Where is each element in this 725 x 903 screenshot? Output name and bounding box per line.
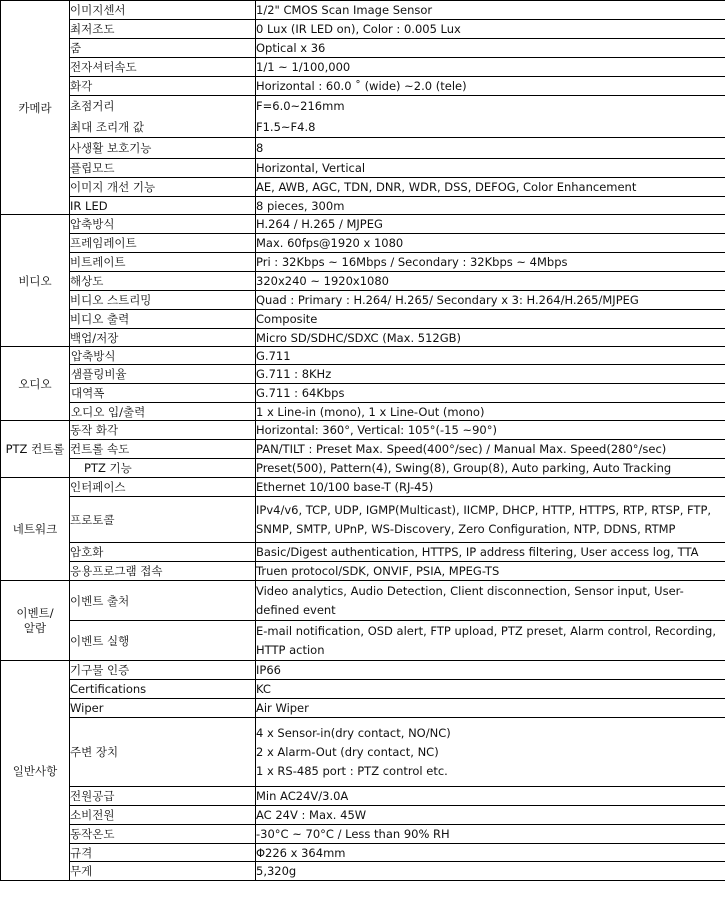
table-row <box>1 215 725 234</box>
spec-label: 샘플링비율 <box>70 365 256 384</box>
spec-label: 비디오 스트리밍 <box>70 291 256 310</box>
spec-label: PTZ 기능 <box>70 459 256 478</box>
category-line: 알람 <box>23 621 47 635</box>
spec-label: 이미지 개선 기능 <box>70 178 256 197</box>
spec-value: 0 Lux (IR LED on), Color : 0.005 Lux <box>256 20 725 39</box>
spec-value: Horizontal, Vertical <box>256 159 725 178</box>
spec-value <box>256 621 725 661</box>
spec-value: 5,320g <box>256 862 725 881</box>
table-row <box>1 329 725 347</box>
spec-value: Pri : 32Kbps ~ 16Mbps / Secondary : 32Kbps ~ 4Mbps <box>256 253 725 272</box>
spec-value: AE, AWB, AGC, TDN, DNR, WDR, DSS, DEFOG, Color Enhancement <box>256 178 725 197</box>
spec-value: Φ226 x 364mm <box>256 844 725 862</box>
table-row <box>1 272 725 291</box>
spec-value-line: 1 x RS-485 port : PTZ control etc. <box>256 764 448 778</box>
table-row <box>1 844 725 862</box>
spec-value: Optical x 36 <box>256 39 725 58</box>
spec-value: 1/2" CMOS Scan Image Sensor <box>256 1 725 20</box>
category-camera: 카메라 <box>1 1 70 215</box>
category-audio: 오디오 <box>1 347 70 421</box>
spec-value: -30°C ~ 70°C / Less than 90% RH <box>256 825 725 844</box>
spec-label: 기구물 인증 <box>70 661 256 680</box>
spec-label: 비트레이트 <box>70 253 256 272</box>
spec-label: 이벤트 실행 <box>70 621 256 661</box>
spec-value <box>256 581 725 621</box>
table-row <box>1 96 725 117</box>
spec-value: Truen protocol/SDK, ONVIF, PSIA, MPEG-TS <box>256 562 725 581</box>
table-row <box>1 543 725 562</box>
table-row <box>1 581 725 621</box>
spec-value: Composite <box>256 310 725 329</box>
spec-label: 소비전원 <box>70 806 256 825</box>
table-row <box>1 478 725 497</box>
spec-value-line: E-mail notification, OSD alert, FTP upload, PTZ preset, Alarm control, Recording, <box>256 624 716 638</box>
spec-label: 압축방식 <box>70 215 256 234</box>
spec-value: Max. 60fps@1920 x 1080 <box>256 234 725 253</box>
table-row <box>1 197 725 215</box>
spec-label: 줌 <box>70 39 256 58</box>
spec-label: 화각 <box>70 77 256 96</box>
spec-label: 최대 조리개 값 <box>70 117 256 138</box>
table-row <box>1 77 725 96</box>
spec-value: Ethernet 10/100 base-T (RJ-45) <box>256 478 725 497</box>
category-ptz-control: PTZ 컨트롤 <box>1 421 70 478</box>
table-row <box>1 862 725 881</box>
spec-value: G.711 : 8KHz <box>256 365 725 384</box>
category-network: 네트워크 <box>1 478 70 581</box>
spec-label: 압축방식 <box>70 347 256 365</box>
spec-label: 비디오 출력 <box>70 310 256 329</box>
spec-label: Wiper <box>70 699 256 718</box>
spec-value: H.264 / H.265 / MJPEG <box>256 215 725 234</box>
spec-label: 인터페이스 <box>70 478 256 497</box>
table-row <box>1 234 725 253</box>
table-row <box>1 20 725 39</box>
spec-value <box>256 497 725 543</box>
spec-value: Horizontal : 60.0 ˚ (wide) ~2.0 (tele) <box>256 77 725 96</box>
table-row <box>1 347 725 365</box>
spec-label: 전원공급 <box>70 787 256 806</box>
table-row <box>1 562 725 581</box>
table-row <box>1 58 725 77</box>
table-row <box>1 365 725 384</box>
spec-value-line: 4 x Sensor-in(dry contact, NO/NC) <box>256 726 451 740</box>
spec-value: 8 pieces, 300m <box>256 197 725 215</box>
spec-value: Min AC24V/3.0A <box>256 787 725 806</box>
spec-label: 무게 <box>70 862 256 881</box>
spec-label: 동작온도 <box>70 825 256 844</box>
spec-label: 규격 <box>70 844 256 862</box>
table-row <box>1 421 725 440</box>
spec-label: 해상도 <box>70 272 256 291</box>
table-row <box>1 178 725 197</box>
spec-value: Horizontal: 360°, Vertical: 105°(-15 ~90°) <box>256 421 725 440</box>
category-video: 비디오 <box>1 215 70 347</box>
table-row <box>1 621 725 661</box>
table-row <box>1 253 725 272</box>
table-row <box>1 1 725 20</box>
spec-label: 프로토콜 <box>70 497 256 543</box>
spec-label: 동작 화각 <box>70 421 256 440</box>
table-row <box>1 291 725 310</box>
spec-label: IR LED <box>70 197 256 215</box>
spec-value-line: HTTP action <box>256 643 325 657</box>
table-row <box>1 159 725 178</box>
spec-value: G.711 <box>256 347 725 365</box>
spec-value: Air Wiper <box>256 699 725 718</box>
spec-label: 이미지센서 <box>70 1 256 20</box>
spec-value: PAN/TILT : Preset Max. Speed(400°/sec) / Manual Max. Speed(280°/sec) <box>256 440 725 459</box>
spec-value-line: SNMP, SMTP, UPnP, WS-Discovery, Zero Configuration, NTP, DDNS, RTMP <box>256 522 676 536</box>
table-row <box>1 718 725 787</box>
spec-value: F1.5~F4.8 <box>256 117 725 138</box>
spec-value: G.711 : 64Kbps <box>256 384 725 403</box>
spec-value-line: 2 x Alarm-Out (dry contact, NC) <box>256 745 439 759</box>
table-row <box>1 459 725 478</box>
table-row <box>1 825 725 844</box>
table-row <box>1 680 725 699</box>
spec-value: AC 24V : Max. 45W <box>256 806 725 825</box>
table-row <box>1 661 725 680</box>
spec-label: 오디오 입/출력 <box>70 403 256 421</box>
table-row <box>1 787 725 806</box>
spec-label: 응용프로그램 접속 <box>70 562 256 581</box>
spec-label: 초점거리 <box>70 96 256 117</box>
spec-value-line: IPv4/v6, TCP, UDP, IGMP(Multicast), IICMP, DHCP, HTTP, HTTPS, RTP, RTSP, FTP, <box>256 503 712 517</box>
category-line: 이벤트/ <box>16 606 54 620</box>
spec-label: 전자셔터속도 <box>70 58 256 77</box>
spec-value: KC <box>256 680 725 699</box>
category-general: 일반사항 <box>1 661 70 881</box>
spec-value: 8 <box>256 138 725 159</box>
table-row <box>1 806 725 825</box>
table-row <box>1 699 725 718</box>
spec-label: 컨트롤 속도 <box>70 440 256 459</box>
table-row <box>1 310 725 329</box>
table-row <box>1 138 725 159</box>
spec-label: Certifications <box>70 680 256 699</box>
spec-label: 플립모드 <box>70 159 256 178</box>
table-row <box>1 497 725 543</box>
spec-value-line: Video analytics, Audio Detection, Client disconnection, Sensor input, User- <box>256 584 684 598</box>
spec-value <box>256 718 725 787</box>
spec-value-line: defined event <box>256 603 336 617</box>
spec-value: IP66 <box>256 661 725 680</box>
spec-value: F=6.0~216mm <box>256 96 725 117</box>
spec-value: 1/1 ~ 1/100,000 <box>256 58 725 77</box>
spec-label: 백업/저장 <box>70 329 256 347</box>
category-event-alarm <box>1 581 70 661</box>
table-row <box>1 117 725 138</box>
spec-label: 이벤트 출처 <box>70 581 256 621</box>
table-row <box>1 384 725 403</box>
spec-label: 암호화 <box>70 543 256 562</box>
table-row <box>1 403 725 421</box>
spec-label: 주변 장치 <box>70 718 256 787</box>
spec-value: Micro SD/SDHC/SDXC (Max. 512GB) <box>256 329 725 347</box>
spec-label: 최저조도 <box>70 20 256 39</box>
spec-label: 대역폭 <box>70 384 256 403</box>
spec-label: 프레임레이트 <box>70 234 256 253</box>
spec-value: Preset(500), Pattern(4), Swing(8), Group(8), Auto parking, Auto Tracking <box>256 459 725 478</box>
spec-value: Quad : Primary : H.264/ H.265/ Secondary x 3: H.264/H.265/MJPEG <box>256 291 725 310</box>
spec-value: 320x240 ~ 1920x1080 <box>256 272 725 291</box>
spec-value: 1 x Line-in (mono), 1 x Line-Out (mono) <box>256 403 725 421</box>
table-row <box>1 440 725 459</box>
spec-value: Basic/Digest authentication, HTTPS, IP address filtering, User access log, TTA <box>256 543 725 562</box>
table-row <box>1 39 725 58</box>
spec-label: 사생활 보호기능 <box>70 138 256 159</box>
